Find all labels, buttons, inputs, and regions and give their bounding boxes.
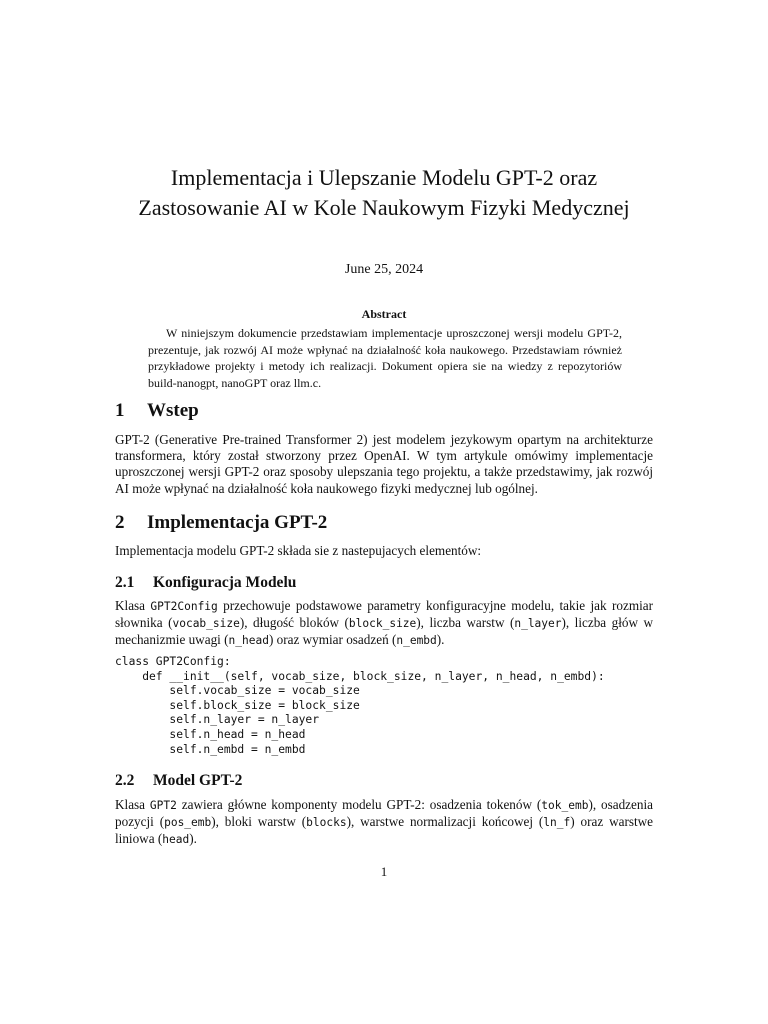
abstract-heading: Abstract xyxy=(361,307,407,321)
text-fragment: Klasa xyxy=(115,797,150,812)
inline-code: pos_emb xyxy=(164,816,212,830)
text-fragment: zawiera główne komponenty modelu GPT-2: osadzenia tokenów ( xyxy=(176,797,542,812)
inline-code: GPT2 xyxy=(149,799,177,812)
inline-code: block_size xyxy=(348,617,417,631)
subsection-2-2-paragraph xyxy=(115,797,653,849)
section-number: 1 xyxy=(115,400,125,421)
subsection-title: Model GPT-2 xyxy=(153,772,243,789)
text-fragment: ), osadzenia pozycji ( xyxy=(115,797,654,830)
paper-title xyxy=(100,163,668,223)
subsection-2-1-heading xyxy=(115,574,296,592)
subsection-number: 2.1 xyxy=(115,574,135,591)
title-line-2: Zastosowanie AI w Kole Naukowym Fizyki Medycznej xyxy=(138,195,630,220)
subsection-2-2-heading xyxy=(115,772,242,790)
section-2-paragraph: Implementacja modelu GPT-2 składa sie z nastepujacych elementów: xyxy=(115,543,482,558)
subsection-2-1-paragraph xyxy=(115,598,653,650)
inline-code: blocks xyxy=(306,816,347,830)
section-2-heading xyxy=(115,512,327,534)
section-title: Wstep xyxy=(147,400,199,421)
inline-code: tok_emb xyxy=(541,799,589,812)
text-fragment: ). xyxy=(189,831,197,847)
text-fragment: ), liczba głów w mechanizmie uwagi ( xyxy=(115,615,653,648)
code-listing: class GPT2Config: def __init__(self, vocab_size, block_size, n_layer, n_head, n_embd): self.vocab_size = vocab_size self.block_size = block_size self.n_layer = n_layer self.n_head = n_head self.n_embd = n_embd xyxy=(115,655,605,756)
text-fragment: ). xyxy=(436,632,445,648)
inline-code: n_head xyxy=(228,634,269,648)
section-1-heading xyxy=(115,400,199,422)
text-fragment: ), warstwe normalizacji końcowej ( xyxy=(346,814,544,830)
inline-code: vocab_size xyxy=(172,617,240,631)
inline-code: n_layer xyxy=(514,617,562,631)
text-fragment: Klasa xyxy=(115,598,151,613)
text-fragment: ), długość bloków ( xyxy=(239,615,349,631)
inline-code: n_embd xyxy=(396,634,437,648)
text-fragment: ) oraz warstwe liniowa ( xyxy=(115,814,654,847)
subsection-title: Konfiguracja Modelu xyxy=(153,574,297,591)
text-fragment: ) oraz wymiar osadzeń ( xyxy=(268,632,397,648)
section-1-paragraph: GPT-2 (Generative Pre-trained Transformer 2) jest modelem jezykowym opartym na architekturze transformera, który został stworzony przez OpenAI. W tym artykule omówimy implementacje uproszczonej wersji GPT-2 oraz sposoby ulepszania tego projektu, a także przedstawimy, jak rozwój AI może wpłynać na działalność koła naukowego fizyki medycznej lub ogólnej. xyxy=(115,432,653,496)
abstract-text: W niniejszym dokumencie przedstawiam implementacje uproszczonej wersji modelu GPT-2, prezentuje, jak rozwój AI może wpłynać na działalność koła naukowego. Przedstawiam również przykładowe projekty i metody ich realizacji. Dokument opiera sie na wiedzy z repozytoriów build-nanogpt, nanoGPT oraz llm.c. xyxy=(148,326,622,390)
text-fragment: przechowuje podstawowe parametry konfiguracyjne modelu, takie jak rozmiar słownika ( xyxy=(115,598,654,631)
page-number: 1 xyxy=(380,864,388,879)
inline-code: ln_f xyxy=(543,816,571,830)
paper-date: June 25, 2024 xyxy=(344,262,424,277)
inline-code: head xyxy=(162,833,190,847)
subsection-number: 2.2 xyxy=(115,772,135,789)
section-title: Implementacja GPT-2 xyxy=(147,512,328,533)
inline-code: GPT2Config xyxy=(150,600,218,613)
title-line-1: Implementacja i Ulepszanie Modelu GPT-2 oraz xyxy=(170,165,598,190)
text-fragment: ), liczba warstw ( xyxy=(416,615,515,631)
text-fragment: ), bloki warstw ( xyxy=(211,814,307,830)
section-number: 2 xyxy=(115,512,125,533)
